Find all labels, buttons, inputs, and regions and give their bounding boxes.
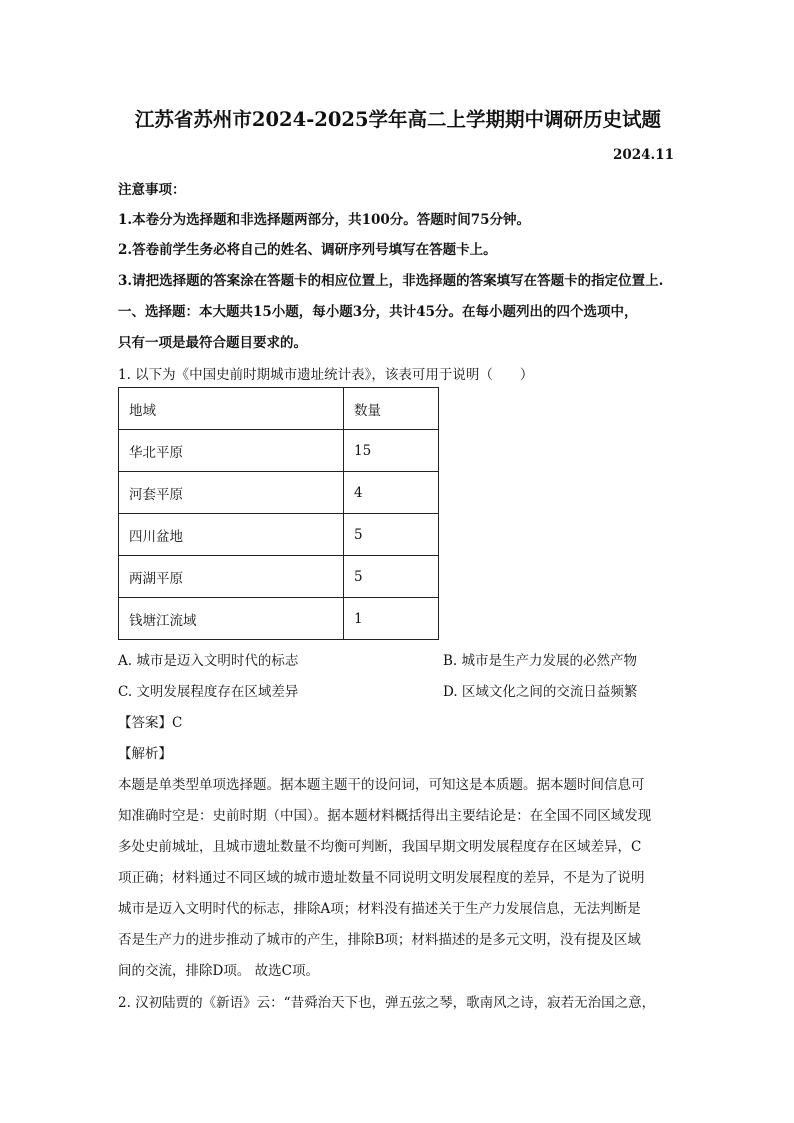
table-row bbox=[119, 430, 439, 472]
table-row bbox=[119, 598, 439, 640]
city-site-table bbox=[118, 387, 439, 640]
table-cell-count: 15 bbox=[344, 430, 439, 472]
table-header-count: 数量 bbox=[344, 388, 439, 430]
table-cell-count: 1 bbox=[344, 598, 439, 640]
table-header-row bbox=[119, 388, 439, 430]
analysis-line: 间的交流，排除D项。 故选C项。 bbox=[118, 963, 319, 979]
analysis-line: 多处史前城址，且城市遗址数量不均衡可判断，我国早期文明发展程度存在区域差异，C bbox=[118, 839, 642, 855]
table-row bbox=[119, 472, 439, 514]
analysis-line: 本题是单类型单项选择题。据本题主题干的设问词，可知这是本质题。据本题时间信息可 bbox=[118, 777, 645, 793]
note-item-3: 3.请把选择题的答案涂在答题卡的相应位置上，非选择题的答案填写在答题卡的指定位置上. bbox=[118, 273, 664, 289]
analysis-heading: 【解析】 bbox=[118, 746, 172, 762]
exam-date: 2024.11 bbox=[612, 147, 674, 163]
answer-label: 【答案】C bbox=[118, 715, 183, 731]
analysis-line: 知准确时空是：史前时期（中国）。据本题材料概括得出主要结论是：在全国不同区域发现 bbox=[118, 808, 652, 824]
analysis-line: 项正确；材料通过不同区域的城市遗址数量不同说明文明发展程度的差异，不是为了说明 bbox=[118, 870, 645, 886]
option-b: B. 城市是生产力发展的必然产物 bbox=[443, 653, 638, 669]
table-cell-region: 华北平原 bbox=[119, 430, 344, 472]
option-c: C. 文明发展程度存在区域差异 bbox=[118, 684, 299, 700]
table-header-region: 地域 bbox=[119, 388, 344, 430]
option-d: D. 区域文化之间的交流日益频繁 bbox=[443, 684, 638, 700]
section-heading-line-2: 只有一项是最符合题目要求的。 bbox=[118, 335, 307, 351]
table-cell-count: 5 bbox=[344, 556, 439, 598]
table-cell-count: 4 bbox=[344, 472, 439, 514]
table-cell-region: 两湖平原 bbox=[119, 556, 344, 598]
analysis-line: 否是生产力的进步推动了城市的产生，排除B项；材料描述的是多元文明，没有提及区域 bbox=[118, 932, 641, 948]
table-row bbox=[119, 514, 439, 556]
analysis-line: 城市是迈入文明时代的标志，排除A项；材料没有描述关于生产力发展信息，无法判断是 bbox=[118, 901, 641, 917]
option-a: A. 城市是迈入文明时代的标志 bbox=[118, 653, 299, 669]
table-row bbox=[119, 556, 439, 598]
notes-heading: 注意事项： bbox=[118, 182, 186, 198]
note-item-2: 2.答卷前学生务必将自己的姓名、调研序列号填写在答题卡上。 bbox=[118, 242, 497, 258]
table-cell-count: 5 bbox=[344, 514, 439, 556]
question-1-stem: 1. 以下为《中国史前时期城市遗址统计表》，该表可用于说明（ ） bbox=[118, 367, 534, 383]
table-cell-region: 河套平原 bbox=[119, 472, 344, 514]
note-item-1: 1.本卷分为选择题和非选择题两部分，共100分。答题时间75分钟。 bbox=[118, 212, 531, 228]
page-title: 江苏省苏州市2024-2025学年高二上学期期中调研历史试题 bbox=[134, 108, 662, 131]
question-2-stem: 2. 汉初陆贾的《新语》云：“昔舜治天下也，弹五弦之琴，歌南风之诗，寂若无治国之意， bbox=[118, 995, 656, 1011]
section-heading-line-1: 一、选择题：本大题共15小题，每小题3分，共计45分。在每小题列出的四个选项中， bbox=[118, 304, 638, 320]
table-cell-region: 四川盆地 bbox=[119, 514, 344, 556]
table-cell-region: 钱塘江流域 bbox=[119, 598, 344, 640]
